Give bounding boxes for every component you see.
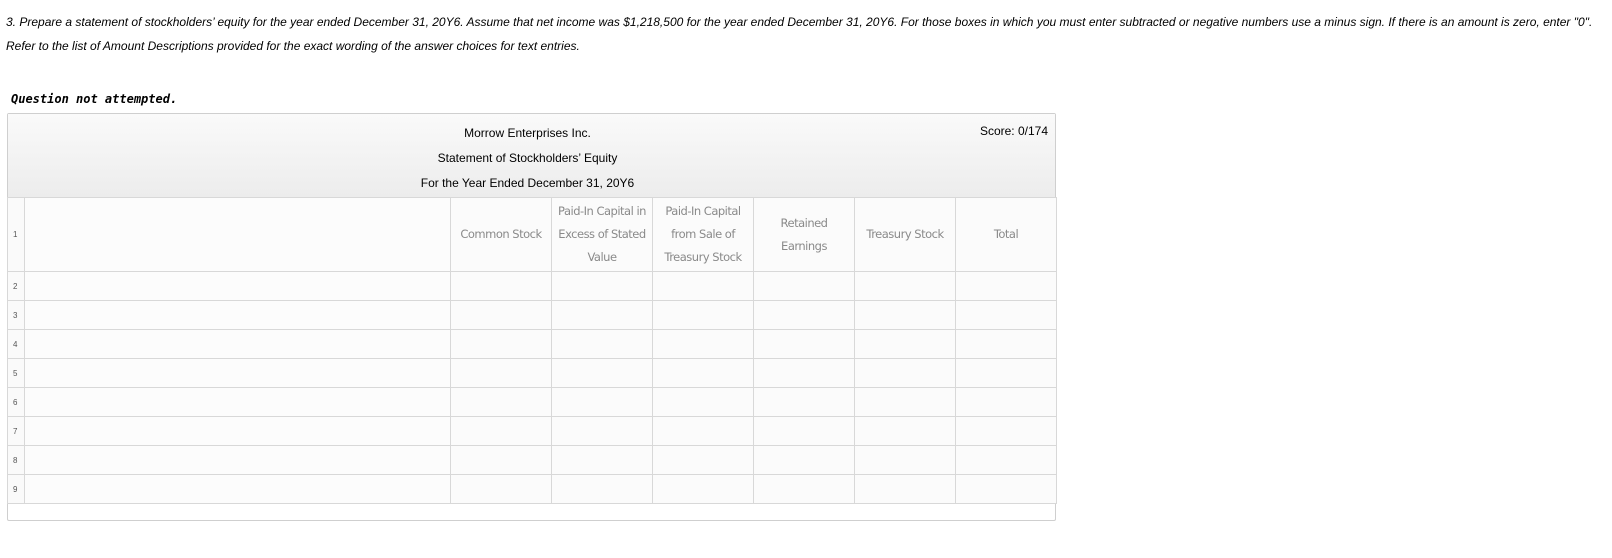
amount-cell[interactable] <box>754 272 855 301</box>
amount-input[interactable] <box>956 330 1056 358</box>
amount-cell[interactable] <box>956 388 1057 417</box>
row-description-cell[interactable] <box>25 417 451 446</box>
row-number: 2 <box>8 272 25 301</box>
amount-input[interactable] <box>956 388 1056 416</box>
amount-input[interactable] <box>855 388 955 416</box>
row-number: 5 <box>8 359 25 388</box>
amount-cell[interactable] <box>653 417 754 446</box>
amount-cell[interactable] <box>653 330 754 359</box>
amount-cell[interactable] <box>956 475 1057 504</box>
column-header <box>754 198 855 272</box>
score-label: Score: 0/174 <box>979 124 1048 138</box>
amount-input[interactable] <box>855 301 955 329</box>
row-description-cell[interactable] <box>25 301 451 330</box>
column-header-line: Value <box>587 250 617 264</box>
amount-cell[interactable] <box>451 272 552 301</box>
amount-cell[interactable] <box>956 272 1057 301</box>
amount-cell[interactable] <box>552 359 653 388</box>
amount-cell[interactable] <box>956 330 1057 359</box>
row-number: 4 <box>8 330 25 359</box>
description-input[interactable] <box>25 301 450 329</box>
amount-cell[interactable] <box>653 388 754 417</box>
description-input[interactable] <box>25 446 450 474</box>
statement-row <box>8 446 1057 475</box>
amount-input[interactable] <box>956 301 1056 329</box>
amount-input[interactable] <box>552 388 652 416</box>
amount-input[interactable] <box>552 330 652 358</box>
amount-cell[interactable] <box>855 388 956 417</box>
description-input[interactable] <box>25 359 450 387</box>
amount-cell[interactable] <box>956 359 1057 388</box>
row-number: 1 <box>8 198 25 272</box>
amount-input[interactable] <box>552 475 652 503</box>
column-header-line: Earnings <box>781 238 827 253</box>
amount-cell[interactable] <box>855 330 956 359</box>
amount-input[interactable] <box>552 301 652 329</box>
description-input[interactable] <box>25 330 450 358</box>
column-header-line: Treasury Stock <box>866 227 944 241</box>
row-number: 7 <box>8 417 25 446</box>
amount-input[interactable] <box>855 446 955 474</box>
row-number: 8 <box>8 446 25 475</box>
amount-cell[interactable] <box>855 475 956 504</box>
statement-row <box>8 417 1057 446</box>
amount-cell[interactable] <box>855 359 956 388</box>
amount-cell[interactable] <box>653 301 754 330</box>
amount-cell[interactable] <box>653 446 754 475</box>
amount-cell[interactable] <box>552 272 653 301</box>
attempt-status: Question not attempted. <box>11 92 178 106</box>
description-input[interactable] <box>25 198 450 271</box>
statement-row <box>8 475 1057 504</box>
amount-input[interactable] <box>754 475 854 503</box>
amount-cell[interactable] <box>451 359 552 388</box>
amount-input[interactable] <box>451 446 551 474</box>
amount-cell[interactable] <box>855 417 956 446</box>
column-header-line: Excess of Stated <box>558 227 646 241</box>
amount-cell[interactable] <box>754 330 855 359</box>
column-header <box>855 198 956 272</box>
instructions-line-2: Refer to the list of Amount Descriptions provided for the exact wording of the answer choices for text entries. <box>6 39 580 53</box>
column-header-line: Paid-In Capital <box>665 204 741 218</box>
amount-cell[interactable] <box>754 359 855 388</box>
description-input[interactable] <box>25 272 450 300</box>
amount-input[interactable] <box>653 301 753 329</box>
amount-cell[interactable] <box>956 301 1057 330</box>
amount-input[interactable] <box>552 417 652 445</box>
amount-input[interactable] <box>855 475 955 503</box>
amount-cell[interactable] <box>451 388 552 417</box>
amount-input[interactable] <box>451 388 551 416</box>
amount-cell[interactable] <box>754 417 855 446</box>
row-description-cell[interactable] <box>25 198 451 272</box>
amount-cell[interactable] <box>754 388 855 417</box>
amount-input[interactable] <box>754 417 854 445</box>
amount-input[interactable] <box>754 330 854 358</box>
amount-cell[interactable] <box>956 417 1057 446</box>
amount-cell[interactable] <box>653 272 754 301</box>
statement-row <box>8 301 1057 330</box>
statement-title: Statement of Stockholders’ Equity <box>437 151 618 165</box>
column-header-line: from Sale of <box>671 227 735 241</box>
row-description-cell[interactable] <box>25 359 451 388</box>
row-description-cell[interactable] <box>25 446 451 475</box>
description-input[interactable] <box>25 388 450 416</box>
amount-input[interactable] <box>855 330 955 358</box>
amount-input[interactable] <box>754 388 854 416</box>
statement-header <box>8 114 1055 199</box>
amount-input[interactable] <box>855 417 955 445</box>
amount-cell[interactable] <box>855 272 956 301</box>
statement-row <box>8 388 1057 417</box>
column-header-line: Total <box>993 227 1019 241</box>
amount-input[interactable] <box>451 330 551 358</box>
amount-cell[interactable] <box>855 301 956 330</box>
amount-input[interactable] <box>855 359 955 387</box>
amount-cell[interactable] <box>653 475 754 504</box>
statement-period: For the Year Ended December 31, 20Y6 <box>420 176 635 190</box>
amount-input[interactable] <box>653 475 753 503</box>
amount-input[interactable] <box>956 475 1056 503</box>
row-description-cell[interactable] <box>25 272 451 301</box>
description-input[interactable] <box>25 475 450 503</box>
amount-cell[interactable] <box>754 301 855 330</box>
column-header <box>552 198 653 272</box>
amount-cell[interactable] <box>451 417 552 446</box>
amount-input[interactable] <box>956 272 1056 300</box>
amount-cell[interactable] <box>552 301 653 330</box>
amount-cell[interactable] <box>451 446 552 475</box>
amount-cell[interactable] <box>451 330 552 359</box>
amount-input[interactable] <box>754 272 854 300</box>
company-name: Morrow Enterprises Inc. <box>464 126 591 140</box>
instructions-line-1: 3. Prepare a statement of stockholders’ equity for the year ended December 31, 20Y6. Assume that net income was $1,218,500 for the year ended December 31, 20Y6. For those boxes in which you must enter subtracted or negative numbers use a minus sign. If there is an amount is zero, enter "0". <box>6 15 1593 29</box>
amount-input[interactable] <box>855 272 955 300</box>
amount-input[interactable] <box>552 359 652 387</box>
amount-input[interactable] <box>451 359 551 387</box>
amount-input[interactable] <box>956 446 1056 474</box>
amount-input[interactable] <box>653 272 753 300</box>
amount-input[interactable] <box>956 359 1056 387</box>
statement-row <box>8 198 1057 272</box>
amount-cell[interactable] <box>552 475 653 504</box>
amount-cell[interactable] <box>552 417 653 446</box>
amount-cell[interactable] <box>855 446 956 475</box>
amount-cell[interactable] <box>552 446 653 475</box>
row-number: 6 <box>8 388 25 417</box>
column-header <box>653 198 754 272</box>
amount-input[interactable] <box>451 475 551 503</box>
amount-cell[interactable] <box>451 475 552 504</box>
amount-cell[interactable] <box>754 475 855 504</box>
column-header-line: Treasury Stock <box>664 250 742 264</box>
row-number: 3 <box>8 301 25 330</box>
description-input[interactable] <box>25 417 450 445</box>
amount-input[interactable] <box>552 272 652 300</box>
statement-row <box>8 272 1057 301</box>
amount-input[interactable] <box>451 301 551 329</box>
amount-input[interactable] <box>653 446 753 474</box>
question-instructions <box>6 10 1606 58</box>
amount-cell[interactable] <box>956 446 1057 475</box>
amount-input[interactable] <box>451 417 551 445</box>
amount-cell[interactable] <box>552 330 653 359</box>
row-number: 9 <box>8 475 25 504</box>
statement-row <box>8 330 1057 359</box>
amount-cell[interactable] <box>653 359 754 388</box>
column-header-line: Paid-In Capital in <box>558 204 646 218</box>
amount-input[interactable] <box>653 359 753 387</box>
amount-input[interactable] <box>754 446 854 474</box>
row-description-cell[interactable] <box>25 388 451 417</box>
amount-input[interactable] <box>552 446 652 474</box>
amount-cell[interactable] <box>754 446 855 475</box>
amount-input[interactable] <box>451 272 551 300</box>
column-header-line: Retained <box>780 215 828 230</box>
statement-row <box>8 359 1057 388</box>
column-header <box>451 198 552 272</box>
amount-input[interactable] <box>956 417 1056 445</box>
amount-input[interactable] <box>754 359 854 387</box>
amount-input[interactable] <box>653 330 753 358</box>
row-description-cell[interactable] <box>25 330 451 359</box>
column-header-line: Common Stock <box>460 227 542 241</box>
amount-cell[interactable] <box>451 301 552 330</box>
amount-input[interactable] <box>754 301 854 329</box>
amount-input[interactable] <box>653 417 753 445</box>
amount-input[interactable] <box>653 388 753 416</box>
statement-grid <box>7 197 1057 504</box>
row-description-cell[interactable] <box>25 475 451 504</box>
column-header <box>956 198 1057 272</box>
amount-cell[interactable] <box>552 388 653 417</box>
